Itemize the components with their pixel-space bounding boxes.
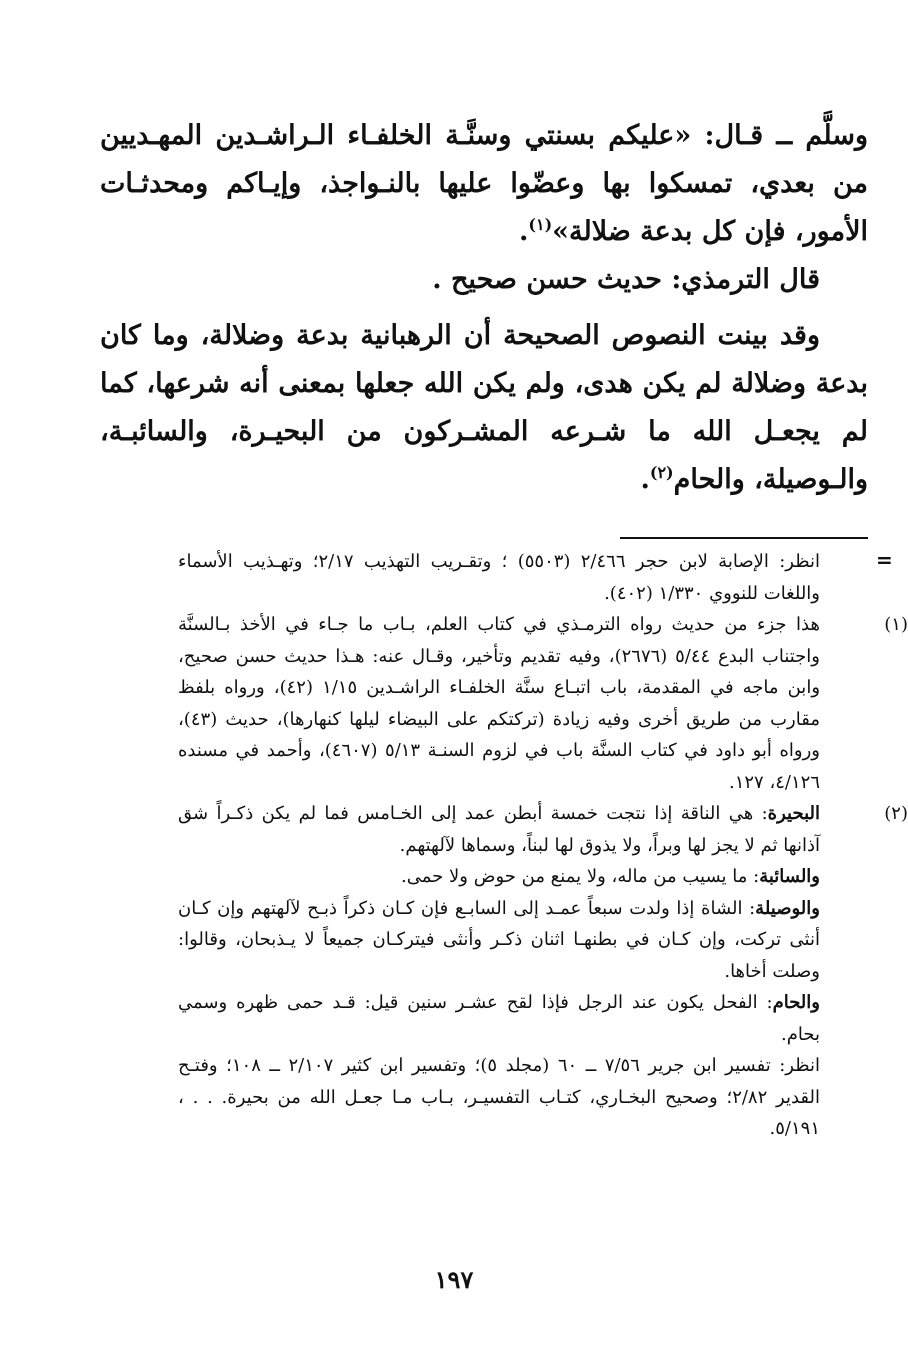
- footnote-ref-2[interactable]: (٢): [649, 463, 674, 482]
- footnote-term: والحام: [772, 992, 820, 1013]
- footnote-line: هذا جزء من حديث رواه الترمـذي في كتاب العلم، بـاب ما جـاء في الأخذ بـالسنَّة: [178, 614, 820, 635]
- footnote-entry-references: [178, 1050, 820, 1145]
- text-line: قال الترمذي: حديث حسن صحيح .: [432, 264, 820, 295]
- footnote-line: حديث (٤٣)، ورواه أبو داود في كتاب السنَّة باب في لزوم السنـة ٥/١٣ (٤٦٠٧)،: [178, 708, 820, 761]
- footnote-line: صحيح، وابن ماجه في المقدمة، باب اتبـاع سنَّة الخلفـاء الراشـدين ١/١٥ (٤٢)،: [178, 645, 821, 698]
- footnote-line: بحام.: [781, 1023, 820, 1045]
- footnote-line: انظر: الإصابة لابن حجر ٢/٤٦٦ (٥٥٠٣) ؛ وتقـريب التهذيب ٢/١٧؛ وتهـذيب: [243, 551, 820, 572]
- footnote-line: انظر: تفسير ابن جرير ٧/٥٦ ــ ٦٠ (مجلد ٥)؛ وتفسير ابن كثير ٢/١٠٧ ــ ١٠٨؛: [226, 1055, 820, 1076]
- footnote-separator: [620, 537, 868, 539]
- footnote-1: [178, 609, 908, 798]
- footnote-line: : هي الناقة إذا نتجت خمسة أبطن عمد إلى الخـامس فما لم يكن ذكـراً شق: [178, 803, 768, 824]
- text-line: وقد بينت النصوص الصحيحة أن الرهبانية بدعة وضلالة، وما كان: [100, 320, 820, 351]
- footnote-number-2: (٢): [884, 803, 908, 824]
- footnote-ref-1[interactable]: (١): [528, 215, 553, 234]
- main-text: [100, 112, 868, 504]
- footnote-line: : ما يسيب من ماله، ولا يمنع من حوض ولا حمى.: [401, 866, 760, 887]
- paragraph-tirmidhi: [100, 256, 868, 304]
- footnote-line: : الشاة إذا ولدت سبعاً عمـد إلى السابـع فإن كـان ذكراً ذبـح لآلهتهم وإن: [217, 897, 756, 919]
- footnote-line: وقالوا: وصلت أخاها.: [178, 929, 820, 982]
- footnote-entry-bahira: [178, 798, 820, 861]
- text-line: لم يجعـل الله ما شـرعه المشـركون من البحيـرة، والسائبـة، والـوصيلة،: [100, 416, 868, 495]
- footnotes: [178, 546, 908, 1145]
- footnote-continuation: [178, 546, 868, 609]
- footnote-term: والوصيلة: [755, 897, 820, 919]
- footnote-continuation-mark: =: [876, 548, 893, 572]
- footnote-number-1: (١): [884, 614, 908, 635]
- footnote-line: آذانها ثم لا يجز لها وبراً، ولا يذوق لها لبناً، وسماها لآلهتهم.: [399, 834, 820, 856]
- footnote-line: كـان أنثى تركت، وإن كـان في بطنهـا اثنان ذكـر وأنثى فيتركـان جميعاً لا يـذبحان،: [178, 897, 821, 950]
- footnote-line: وفتـح القدير ٢/٨٢؛ وصحيح البخـاري، كتـاب التفسيـر، بـاب مـا جعـل الله من: [178, 1055, 821, 1108]
- text-line: بعدي، تمسكوا بها وعضّوا عليها بالنـواجذ، وإيـاكم ومحدثـات الأمور،: [100, 168, 868, 247]
- footnote-entry-ham: [178, 987, 820, 1050]
- footnote-entry-saiba: [178, 861, 820, 893]
- text-line: والحام: [673, 464, 745, 495]
- footnote-line: واجتناب البدع ٥/٤٤ (٢٦٧٦)، وفيه تقديم وتأخير، وقـال عنه: هـذا حديث حسن: [235, 645, 821, 667]
- footnote-line: ورواه بلفظ مقارب من طريق أخرى وفيه زيادة (تركتكم على البيضاء ليلها كنهارها)،: [178, 677, 820, 730]
- footnote-line: الأسماء واللغات للنووي ١/٣٣٠ (٤٠٢).: [178, 551, 820, 604]
- footnote-line: : الفحل يكون عند الرجل فإذا لقح عشـر سنين قيل: قـد حمى ظهره وسمي: [178, 992, 773, 1013]
- paragraph-monasticism: [100, 312, 868, 504]
- text-line: وسلَّم ــ قـال: «عليكم بسنتي وسنَّـة الخلفـاء الـراشـدين المهـديين من: [100, 120, 868, 199]
- footnote-entry-wasila: [178, 893, 820, 988]
- footnote-term: البحيرة: [767, 803, 820, 824]
- text-period: .: [640, 464, 650, 495]
- footnote-2: [178, 798, 908, 1145]
- footnote-line: وأحمد في مسنده ٤/١٢٦، ١٢٧.: [178, 740, 820, 793]
- footnote-term: والسائبة: [759, 866, 820, 887]
- page-number: ١٩٧: [434, 1265, 474, 1294]
- text-line: بدعة وضلالة لم يكن هدى، ولم يكن الله جعلها بمعنى أنه شرعها، كما: [100, 368, 868, 399]
- footnote-line: بحيرة. . . ، ٥/١٩١.: [178, 1086, 820, 1139]
- text-line: فإن كل بدعة ضلالة»: [552, 216, 786, 247]
- paragraph-hadith: [100, 112, 868, 256]
- text-period: .: [519, 216, 529, 247]
